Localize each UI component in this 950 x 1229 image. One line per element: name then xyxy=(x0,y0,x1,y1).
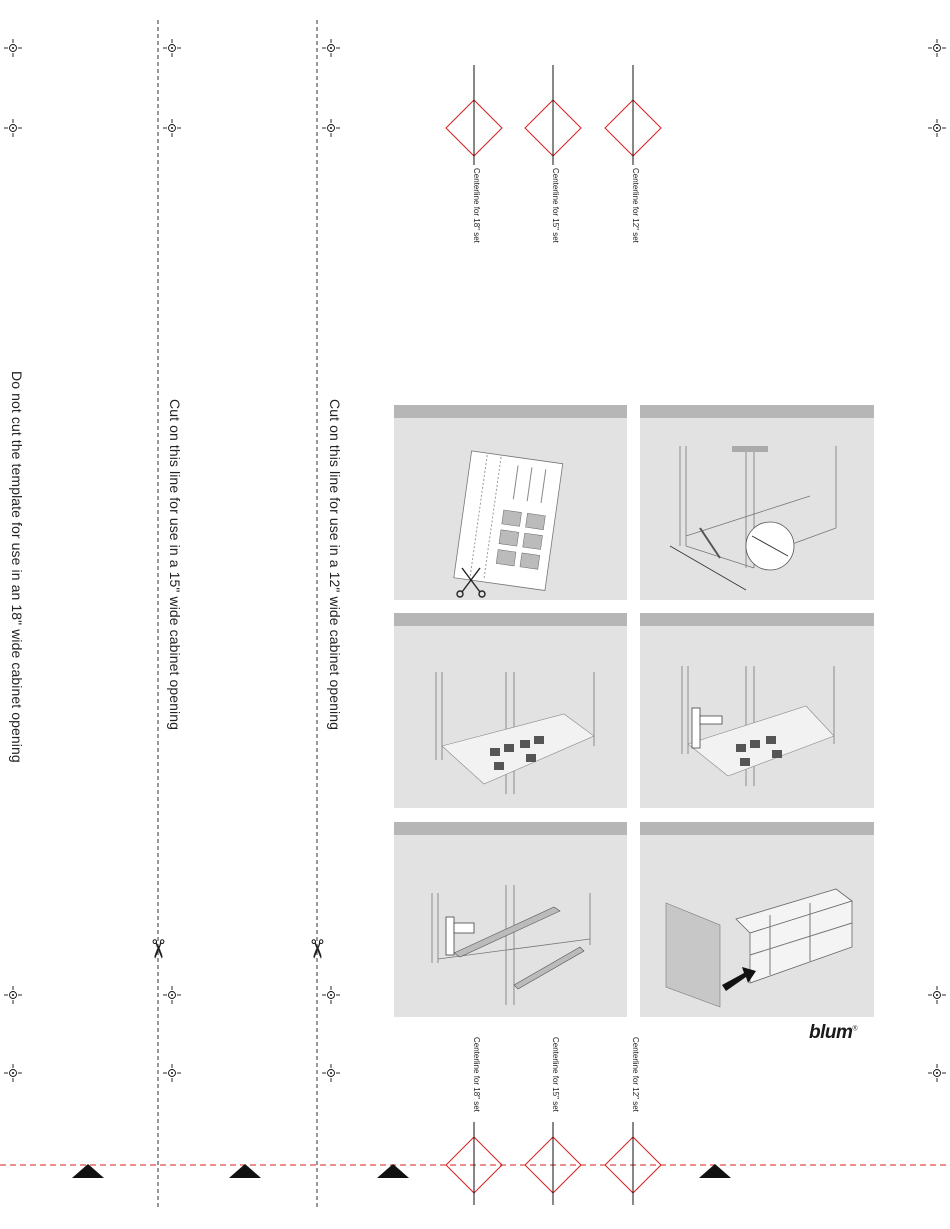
step-panel-3-place-template xyxy=(394,613,627,808)
centerline-label-15-top: Centerline for 15" set xyxy=(551,168,560,243)
step-panel-header xyxy=(640,613,874,626)
alignment-arrow-icon xyxy=(377,1164,409,1178)
centerline-label-18-bottom: Centerline for 18" set xyxy=(472,1037,481,1112)
alignment-arrow-icon xyxy=(229,1164,261,1178)
blum-logo xyxy=(809,1022,857,1044)
blum-logo-text: blum xyxy=(809,1022,853,1043)
runner-install-illustration xyxy=(394,835,627,1017)
step-panel-header xyxy=(394,613,627,626)
centerline-label-12-top: Centerline for 12" set xyxy=(631,168,640,243)
cut-instruction-15: Cut on this line for use in a 15" wide cabinet opening xyxy=(167,399,183,731)
step-panel-4-drill xyxy=(640,613,874,808)
centerline-label-18-top: Centerline for 18" set xyxy=(472,168,481,243)
step-panel-header xyxy=(640,822,874,835)
step-panel-6-insert-drawer xyxy=(640,822,874,1017)
drawer-insert-illustration xyxy=(640,835,874,1017)
alignment-arrow-icon xyxy=(72,1164,104,1178)
cut-instruction-18: Do not cut the template for use in an 18" wide cabinet opening xyxy=(9,371,25,763)
drilling-illustration xyxy=(640,626,874,808)
step-panel-header xyxy=(640,405,874,418)
centerline-label-15-bottom: Centerline for 15" set xyxy=(551,1037,560,1112)
centerline-label-12-bottom: Centerline for 12" set xyxy=(631,1037,640,1112)
cabinet-measure-illustration xyxy=(640,418,874,600)
step-panel-1-template xyxy=(394,405,627,600)
registered-mark: ® xyxy=(852,1025,858,1033)
step-panel-2-measure xyxy=(640,405,874,600)
scissors-icon: ✂ xyxy=(300,938,331,960)
step-panel-5-install-runners xyxy=(394,822,627,1017)
alignment-arrow-icon xyxy=(699,1164,731,1178)
template-sheet-illustration xyxy=(394,418,627,600)
step-panel-header xyxy=(394,405,627,418)
template-in-cabinet-illustration xyxy=(394,626,627,808)
scissors-icon: ✂ xyxy=(141,938,172,960)
step-panel-header xyxy=(394,822,627,835)
cut-instruction-12: Cut on this line for use in a 12" wide cabinet opening xyxy=(327,399,343,731)
